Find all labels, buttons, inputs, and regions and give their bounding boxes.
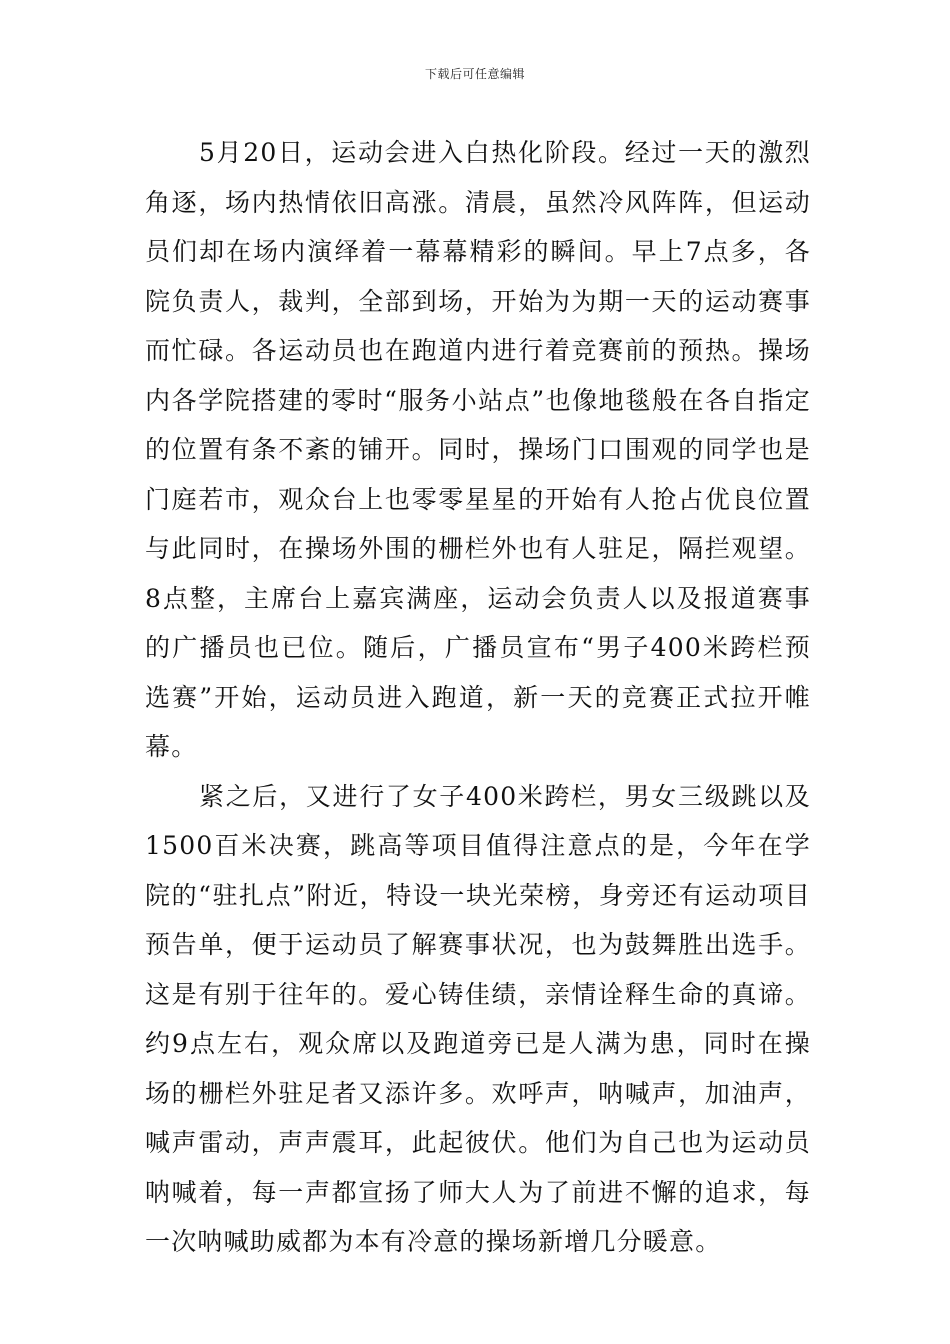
document-body: [145, 128, 811, 1267]
paragraph-2: 紧之后，又进行了女子400米跨栏，男女三级跳以及1500百米决赛，跳高等项目值得注意点的是，今年在学院的“驻扎点”附近，特设一块光荣榜，身旁还有运动项目预告单，便于运动员了解赛事状况，也为鼓舞胜出选手。这是有别于往年的。爱心铸佳绩，亲情诠释生命的真谛。约9点左右，观众席以及跑道旁已是人满为患，同时在操场的栅栏外驻足者又添许多。欢呼声，呐喊声，加油声，喊声雷动，声声震耳，此起彼伏。他们为自己也为运动员呐喊着，每一声都宣扬了师大人为了前进不懈的追求，每一次呐喊助威都为本有冷意的操场新增几分暖意。: [145, 781, 811, 1256]
paragraph-1: 5月20日，运动会进入白热化阶段。经过一天的激烈角逐，场内热情依旧高涨。清晨，虽然冷风阵阵，但运动员们却在场内演绎着一幕幕精彩的瞬间。早上7点多，各院负责人，裁判，全部到场，开始为为期一天的运动赛事而忙碌。各运动员也在跑道内进行着竞赛前的预热。操场内各学院搭建的零时“服务小站点”也像地毯般在各自指定的位置有条不紊的铺开。同时，操场门口围观的同学也是门庭若市，观众台上也零零星星的开始有人抢占优良位置与此同时，在操场外围的栅栏外也有人驻足，隔拦观望。8点整，主席台上嘉宾满座，运动会负责人以及报道赛事的广播员也已位。随后，广播员宣布“男子400米跨栏预选赛”开始，运动员进入跑道，新一天的竞赛正式拉开帷幕。: [145, 138, 811, 761]
page-header: 下载后可任意编辑: [424, 67, 525, 81]
